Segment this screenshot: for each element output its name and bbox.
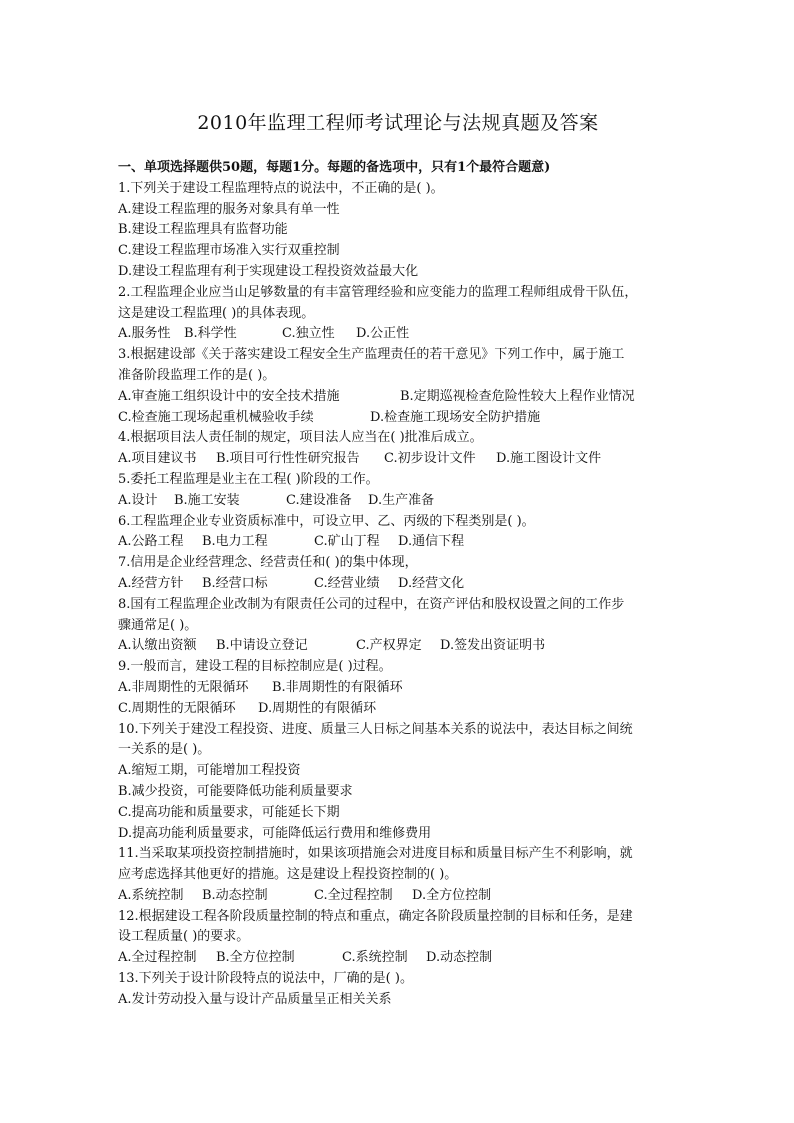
option: C.初步设计文件 xyxy=(384,451,476,467)
option: B.项目可行性性研究报告 xyxy=(216,451,360,467)
option: D.生产准备 xyxy=(368,492,435,508)
option-row xyxy=(118,408,678,429)
option: B.全方位控制 xyxy=(216,950,295,966)
option: D.检查施工现场安全防护措施 xyxy=(370,409,541,425)
option: A.项目建议书 xyxy=(118,451,197,467)
question-stem: 3.根据建设部《关于落实建设工程安全生产监理责任的若干意见》下列工作中，属于施工 xyxy=(118,347,625,363)
question-stem: 10.下列关于建没工程投资、进度、质量三人日标之间基本关系的说法中，表达目标之间统 xyxy=(118,721,633,737)
option: B.非周期性的有限循环 xyxy=(272,679,403,695)
option: C.周期性的无限循环 xyxy=(118,700,236,716)
option: B.科学性 xyxy=(184,326,237,342)
option: A.缩短工期，可能增加工程投资 xyxy=(118,763,301,779)
option: C.提高功能和质量要求，可能延长下期 xyxy=(118,804,340,820)
option-row xyxy=(118,449,678,470)
option: A.公路工程 xyxy=(118,534,184,550)
question-stem: 一关系的是( )。 xyxy=(118,742,211,758)
question-stem: 4.根据项目法人责任制的规定，项目法人应当在( )批准后成立。 xyxy=(118,430,483,446)
option-row xyxy=(118,948,678,969)
question-stem: 7.信用是企业经营理念、经营责任和( )的集中体现， xyxy=(118,555,418,571)
question-stem: 12.根据建设工程各阶段质量控制的特点和重点，确定各阶段质量控制的目标和任务，是建 xyxy=(118,908,633,924)
option: A.建设工程监理的服务对象具有单一性 xyxy=(118,201,340,217)
option-row xyxy=(118,636,678,657)
option-row xyxy=(118,574,678,595)
option: B.电力工程 xyxy=(202,534,268,550)
option: C.建设准备 xyxy=(286,492,352,508)
option: B.建设工程监理具有监督功能 xyxy=(118,222,288,238)
option-row xyxy=(118,699,678,720)
option: A.发计劳动投入量与设计产品质量呈正相关关系 xyxy=(118,991,392,1007)
option: A.设计 xyxy=(118,492,158,508)
option: D.全方位控制 xyxy=(412,887,492,903)
option: B.施工安装 xyxy=(174,492,240,508)
option: A.全过程控制 xyxy=(118,950,197,966)
option: D.提高功能利质量要求，可能降低运行费用和维修费用 xyxy=(118,825,432,841)
section-heading: 一、单项选择题供50题，每题1分。每题的备选项中，只有1个最符合题意) xyxy=(118,160,551,175)
option: C.系统控制 xyxy=(342,950,408,966)
question-stem: 8.国有工程监理企业改制为有限责任公司的过程中，在资产评估和股权设置之间的工作步 xyxy=(118,596,625,612)
question-stem: 骤通常足( )。 xyxy=(118,617,198,633)
option: D.周期性的有限循环 xyxy=(258,700,377,716)
option: C.产权界定 xyxy=(356,638,422,654)
question-stem: 准备阶段监理工作的是( )。 xyxy=(118,367,276,383)
question-stem: 13.下列关于设计阶段特点的说法中，厂确的是( )。 xyxy=(118,971,413,987)
option-row xyxy=(118,324,678,345)
option: B.动态控制 xyxy=(202,887,268,903)
option: A.服务性 xyxy=(118,326,171,342)
option: C.建设工程监理市场准入实行双重控制 xyxy=(118,243,340,259)
question-stem: 11.当采取某项投资控制措施时，如果该项措施会对进度目标和质量目标产生不利影响，就 xyxy=(118,846,633,862)
option: C.矿山丁程 xyxy=(314,534,380,550)
option-row xyxy=(118,678,678,699)
question-stem: 9.一般而言，建设工程的目标控制应是( )过程。 xyxy=(118,659,392,675)
option: A.审查施工组织设计中的安全技术措施 xyxy=(118,388,340,404)
option: C.全过程控制 xyxy=(314,887,393,903)
option-row xyxy=(118,387,678,408)
option: D.签发出资证明书 xyxy=(440,638,546,654)
option-row xyxy=(118,491,678,512)
question-stem: 1.下列关于建设工程监理特点的说法中，不正确的是( )。 xyxy=(118,180,444,196)
option: A.系统控制 xyxy=(118,887,184,903)
option: B.中请设立登记 xyxy=(216,638,308,654)
option: B.经营口标 xyxy=(202,575,268,591)
question-stem: 设工程质量( )的要求。 xyxy=(118,929,250,945)
question-stem: 6.工程监理企业专业资质标准中，可设立甲、乙、丙级的下程类别是( )。 xyxy=(118,513,535,529)
option: D.施工图设计文件 xyxy=(496,451,602,467)
question-list xyxy=(118,158,678,1011)
option: A.认缴出资额 xyxy=(118,638,197,654)
option: C.检查施工现场起重机械验收手续 xyxy=(118,409,314,425)
option: B.定期巡视检查危险性较大上程作业情况 xyxy=(400,388,635,404)
option: C.经营业绩 xyxy=(314,575,380,591)
option: D.动态控制 xyxy=(426,950,493,966)
option: A.非周期性的无限循环 xyxy=(118,679,249,695)
option: C.独立性 xyxy=(282,326,335,342)
option: A.经营方针 xyxy=(118,575,184,591)
option: D.通信下程 xyxy=(398,534,465,550)
option: D.经营文化 xyxy=(398,575,465,591)
question-stem: 5.委托工程监理是业主在工程( )阶段的工作。 xyxy=(118,471,379,487)
document-title: 2010年监理工程师考试理论与法规真题及答案 xyxy=(197,112,599,134)
option-row xyxy=(118,532,678,553)
question-stem: 这是建设工程监理( )的具体表现。 xyxy=(118,305,315,321)
option-row xyxy=(118,886,678,907)
option: D.建设工程监理有利于实现建设工程投资效益最大化 xyxy=(118,263,419,279)
question-stem: 应考虑选择其他更好的措施。这是建设上程投资控制的( )。 xyxy=(118,867,458,883)
option: D.公正性 xyxy=(356,326,410,342)
question-stem: 2.工程监理企业应当山足够数量的有丰富管理经验和应变能力的监理工程师组成骨干队伍， xyxy=(118,284,638,300)
option: B.减少投资，可能要降低功能利质量要求 xyxy=(118,783,353,799)
